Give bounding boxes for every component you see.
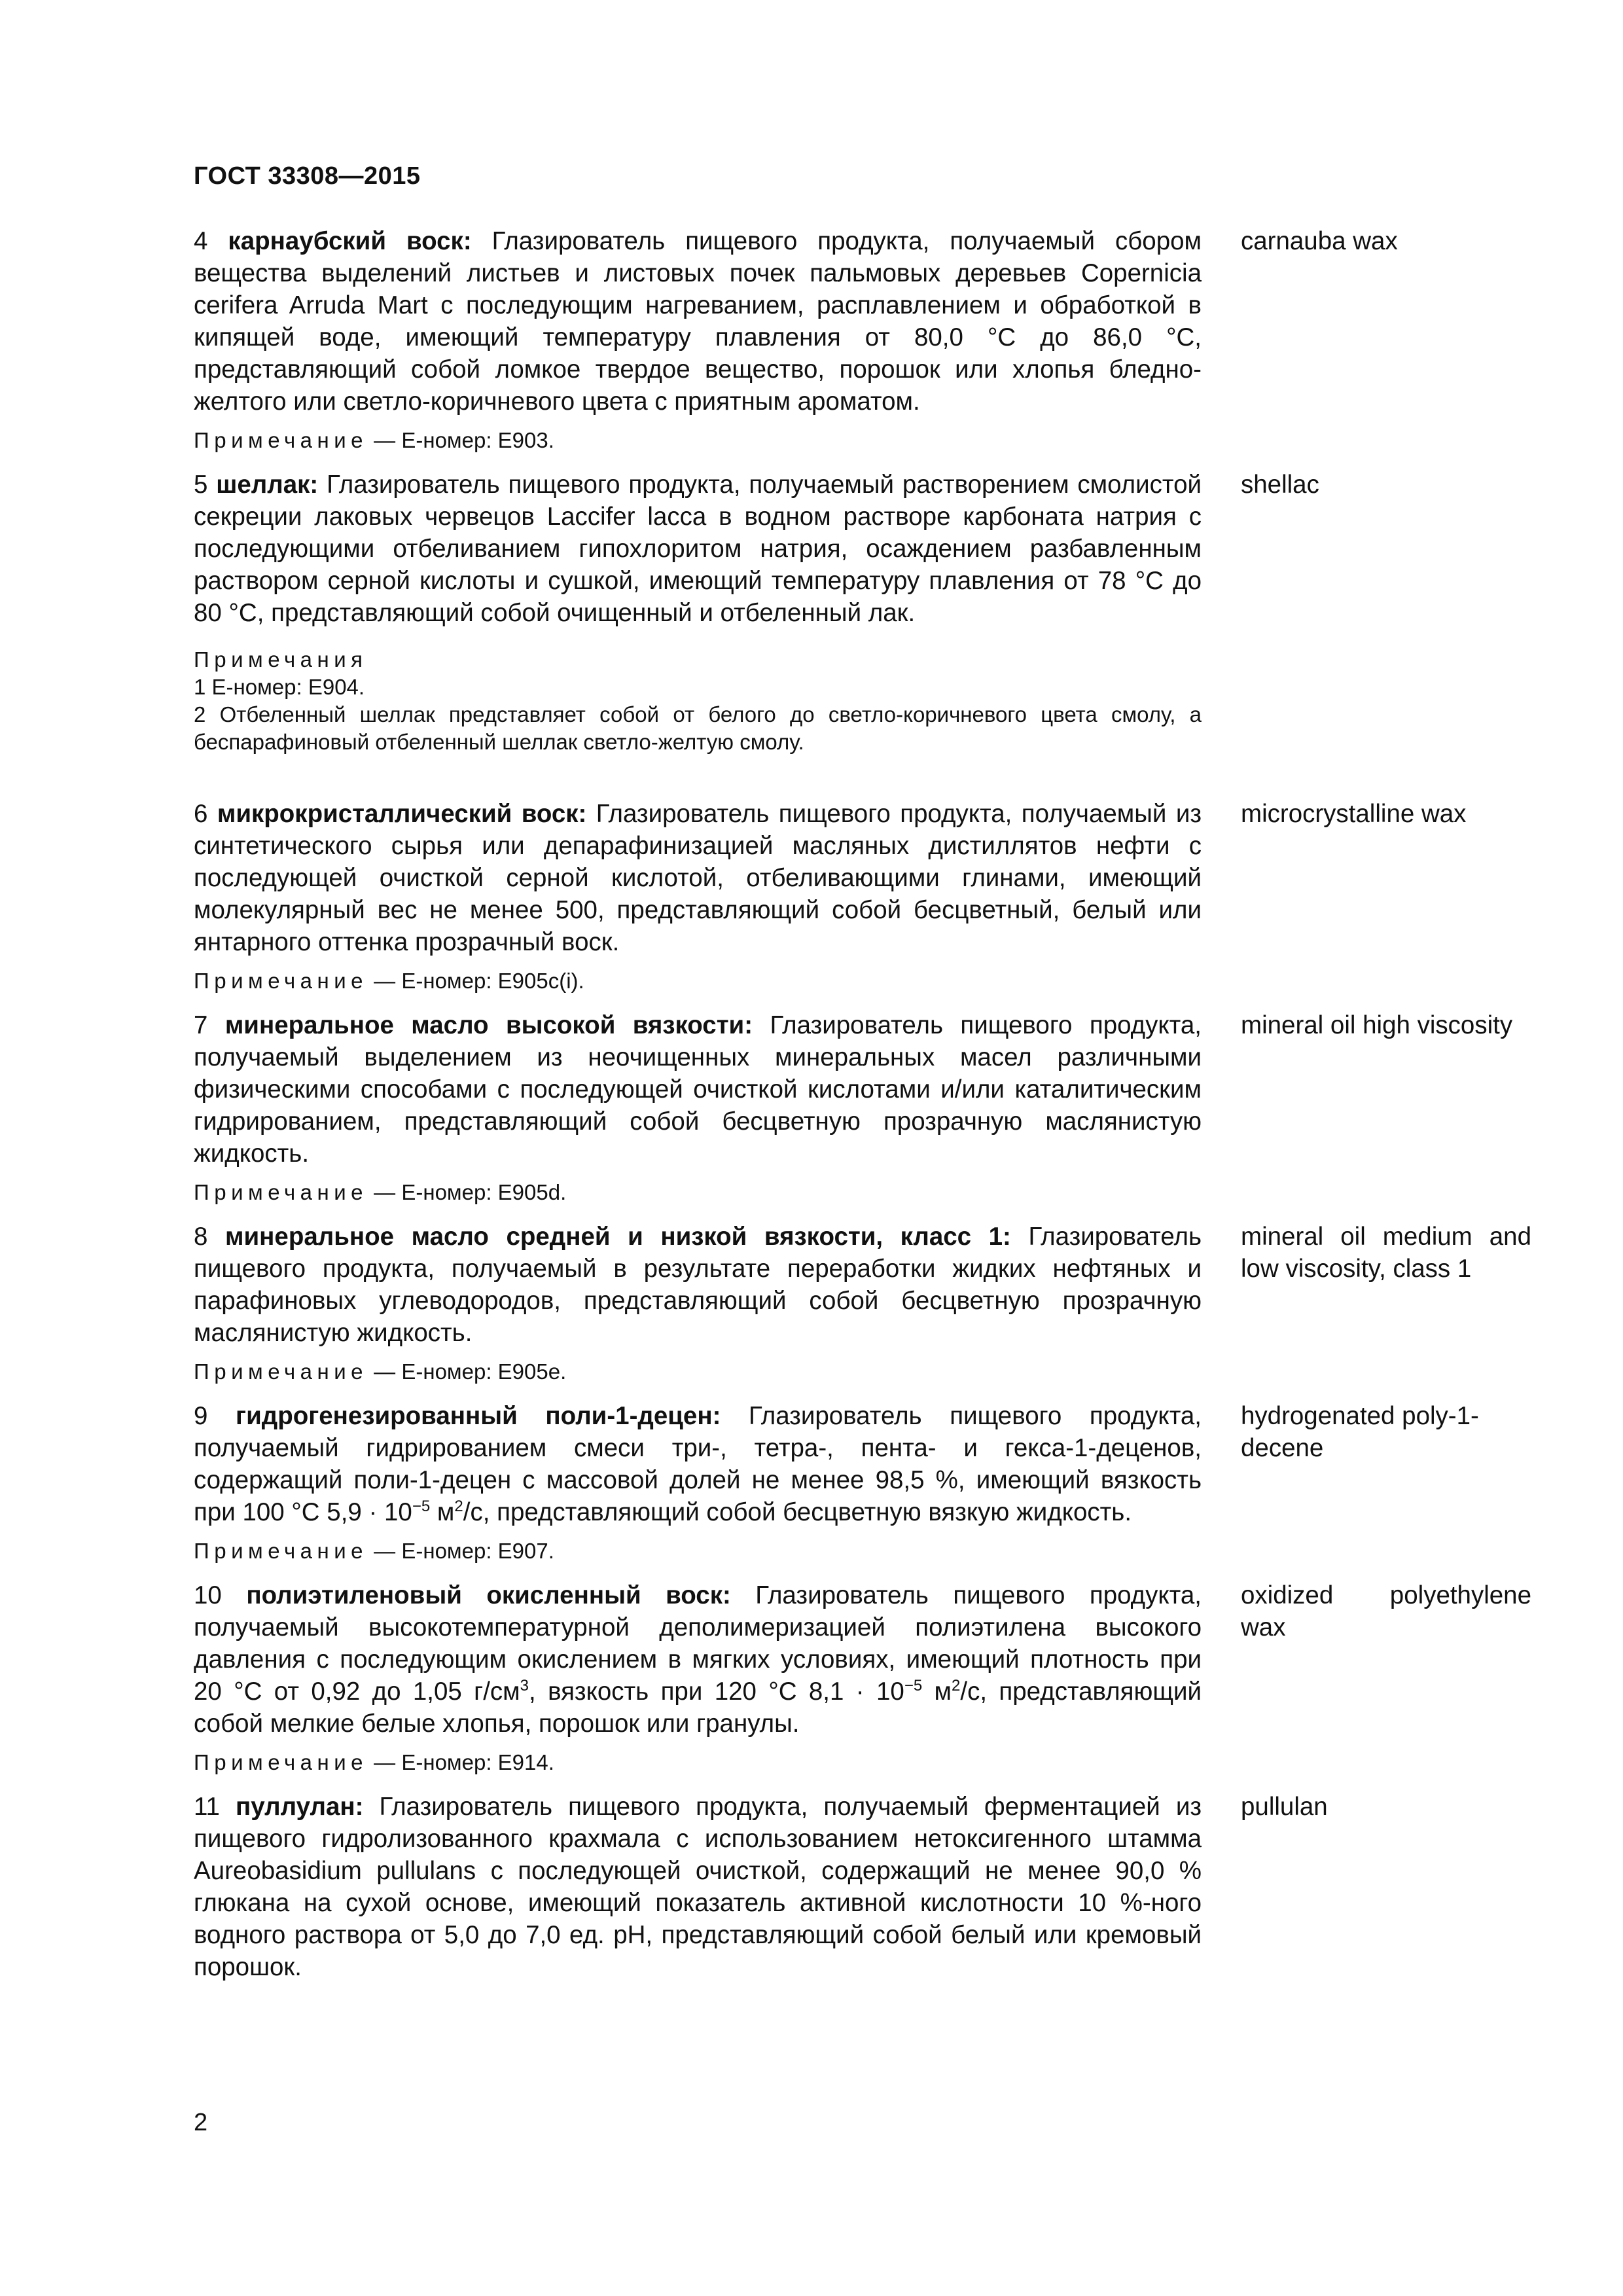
superscript: 2 <box>952 1677 961 1695</box>
terms-list <box>194 225 1531 1983</box>
term-english: hydrogenated poly-1-decene <box>1241 1402 1479 1462</box>
superscript: 3 <box>520 1677 529 1695</box>
term-name: минеральное масло высокой вязкости: <box>224 1011 753 1039</box>
term-name: минеральное масло средней и низкой вязкости, класс 1: <box>225 1223 1011 1251</box>
term-definition-text <box>194 1400 1202 1528</box>
document-header: ГОСТ 33308—2015 <box>194 162 421 190</box>
term-definition: Глазирователь пищевого продукта, получаемый гидрированием смеси три-, тетра-, пента- и гекса-1-деценов, содержащий поли-1-децен с массовой долей не менее 98,5 %, имеющий вязкость при 100 °С $5,9 \cdot 10^{-5}$ $м^2/с$, представляющий собой бесцветную вязкую жидкость. <box>194 1402 1202 1526</box>
term-note: Примечание — Е-номер: Е905е. <box>194 1359 567 1384</box>
note-label: Примечание <box>194 1180 368 1204</box>
term-entry-4 <box>194 225 1531 418</box>
term-definition: Глазирователь пищевого продукта, получаемый высокотемпературной деполимеризацией полиэтилена высокого давления с последующим окислением в мягких условиях, имеющий плотность при 20 °С от 0,92 до 1,05 $г/см^3$, вязкость при 120 °С $8,1 \cdot 10^{-5}$ $м^2/с$, представляющий собой мелкие белые хлопья, порошок или гранулы. <box>194 1581 1202 1738</box>
term-name: полиэтиленовый окисленный воск: <box>246 1581 731 1609</box>
term-english: mineral oil high viscosity <box>1241 1011 1513 1039</box>
term-number: 6 <box>194 800 208 828</box>
page-number: 2 <box>194 2109 208 2136</box>
term-definition: Глазирователь пищевого продукта, получаемый растворением смолистой секреции лаковых червецов Laccifer lacca в водном растворе карбоната натрия с последующими отбеливанием гипохлоритом натрия, осаждением разбавленным раствором серной кислоты и сушкой, имеющий температуру плавления от 78 °С до 80 °С, представляющий собой очищенный и отбеленный лак. <box>194 471 1202 627</box>
note-item: 2 Отбеленный шеллак представляет собой от белого до светло-коричневого цвета смолу, а беспарафиновый отбеленный шеллак светло-желтую смолу. <box>194 702 1202 754</box>
term-definition-text <box>194 1791 1202 1983</box>
term-number: 4 <box>194 227 208 255</box>
term-english: shellac <box>1241 471 1319 499</box>
note-item: 1 Е-номер: Е904. <box>194 675 365 699</box>
note-text: Е-номер: Е907. <box>401 1539 554 1563</box>
term-note: Примечание — Е-номер: Е903. <box>194 428 554 452</box>
note-text: Е-номер: Е903. <box>401 428 554 452</box>
notes-label: Примечания <box>194 647 368 672</box>
term-note: Примечание — Е-номер: Е914. <box>194 1750 554 1774</box>
note-label: Примечание <box>194 1539 368 1563</box>
term-definition-text <box>194 798 1202 958</box>
note-label: Примечание <box>194 428 368 452</box>
note-label: Примечание <box>194 1359 368 1384</box>
term-entry-11 <box>194 1791 1531 1983</box>
term-english: microcrystalline wax <box>1241 800 1467 828</box>
term-definition-text <box>194 225 1202 418</box>
term-name: микрокристаллический воск: <box>217 800 587 828</box>
term-definition-text <box>194 1221 1202 1349</box>
superscript: −5 <box>904 1677 923 1695</box>
term-definition: Глазирователь пищевого продукта, получаемый выделением из неочищенных минеральных масел различными физическими способами с последующей очисткой кислотами и/или каталитическим гидрированием, представляющий собой бесцветную прозрачную маслянистую жидкость. <box>194 1011 1202 1168</box>
term-definition-text <box>194 1009 1202 1170</box>
superscript: 2 <box>454 1498 463 1516</box>
term-number: 5 <box>194 471 208 499</box>
term-english: pullulan <box>1241 1793 1328 1821</box>
term-number: 11 <box>194 1793 220 1821</box>
term-definition: Глазирователь пищевого продукта, получаемый из синтетического сырья или депарафинизацией масляных дистиллятов нефти с последующей очисткой серной кислотой, отбеливающими глинами, имеющий молекулярный вес не менее 500, представляющий собой бесцветный, белый или янтарного оттенка прозрачный воск. <box>194 800 1202 956</box>
note-label: Примечание <box>194 969 368 993</box>
term-entry-10 <box>194 1579 1531 1740</box>
term-english: mineral oil medium and low viscosity, class 1 <box>1241 1223 1531 1283</box>
term-notes <box>194 646 1202 756</box>
term-name: шеллак: <box>216 471 319 499</box>
term-number: 10 <box>194 1581 222 1609</box>
term-english: carnauba wax <box>1241 227 1398 255</box>
superscript: −5 <box>412 1498 431 1516</box>
term-definition-text <box>194 1579 1202 1740</box>
term-definition: Глазирователь пищевого продукта, получаемый сбором вещества выделений листьев и листовых почек пальмовых деревьев Copernicia cerifera Arruda Mart с последующим нагреванием, расплавлением и обработкой в кипящей воде, имеющий температуру плавления от 80,0 °С до 86,0 °С, представляющий собой ломкое твердое вещество, порошок или хлопья бледно-желтого или светло-коричневого цвета с приятным ароматом. <box>194 227 1202 416</box>
term-definition-text <box>194 469 1202 629</box>
term-number: 9 <box>194 1402 208 1430</box>
term-note: Примечание — Е-номер: Е907. <box>194 1539 554 1563</box>
note-text: Е-номер: Е905d. <box>401 1180 567 1204</box>
term-number: 7 <box>194 1011 208 1039</box>
term-entry-5 <box>194 469 1531 629</box>
term-name: пуллулан: <box>236 1793 364 1821</box>
term-english: oxidized polyethylene wax <box>1241 1581 1531 1641</box>
note-text: Е-номер: Е905е. <box>401 1359 567 1384</box>
term-name: карнаубский воск: <box>228 227 472 255</box>
term-note: Примечание — Е-номер: Е905d. <box>194 1180 567 1204</box>
term-definition: Глазирователь пищевого продукта, получаемый в результате переработки жидких нефтяных и парафиновых углеводородов, представляющий собой бесцветную прозрачную маслянистую жидкость. <box>194 1223 1202 1347</box>
term-entry-7 <box>194 1009 1531 1170</box>
term-note: Примечание — Е-номер: Е905с(i). <box>194 969 584 993</box>
term-definition: Глазирователь пищевого продукта, получаемый ферментацией из пищевого гидролизованного крахмала с использованием нетоксигенного штамма Aureobasidium pullulans с последующей очисткой, содержащий не менее 90,0 % глюкана на сухой основе, имеющий показатель активной кислотности 10 %-ного водного раствора от 5,0 до 7,0 ед. рН, представляющий собой белый или кремовый порошок. <box>194 1793 1202 1981</box>
term-name: гидрогенезированный поли-1-децен: <box>236 1402 721 1430</box>
term-number: 8 <box>194 1223 208 1251</box>
note-text: Е-номер: Е914. <box>401 1750 554 1774</box>
note-label: Примечание <box>194 1750 368 1774</box>
term-entry-9 <box>194 1400 1531 1528</box>
term-entry-6 <box>194 798 1531 958</box>
note-text: Е-номер: Е905с(i). <box>401 969 584 993</box>
term-entry-8 <box>194 1221 1531 1349</box>
